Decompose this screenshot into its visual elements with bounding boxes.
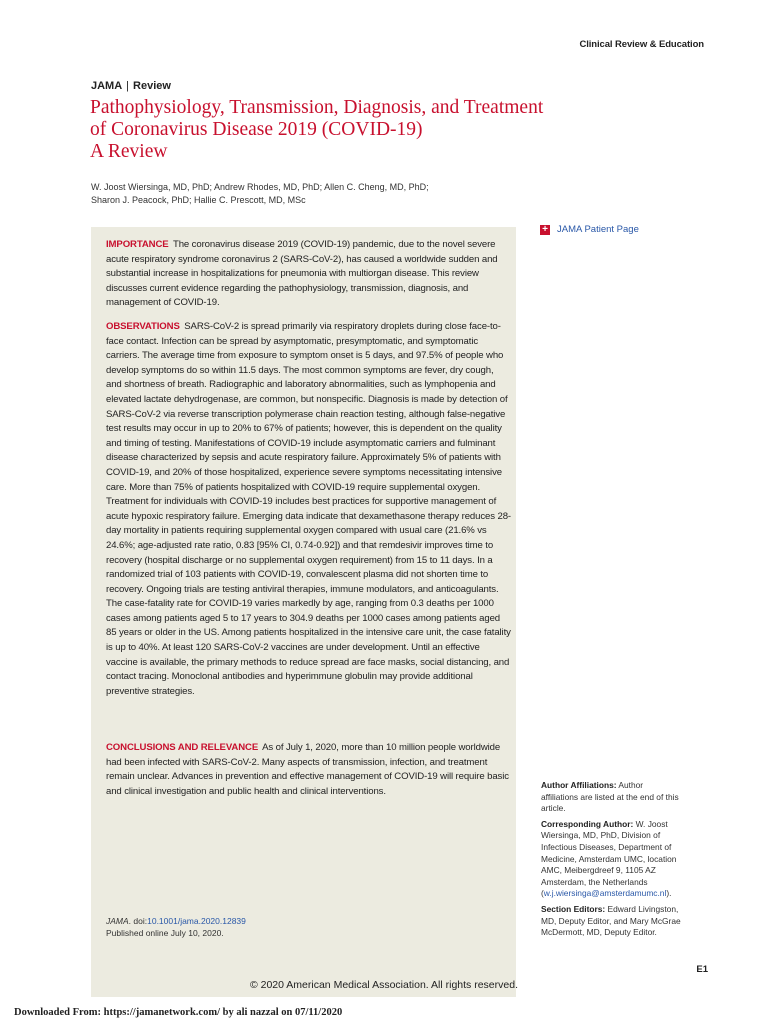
importance-text: The coronavirus disease 2019 (COVID-19) pandemic, due to the novel severe acute respiratory syndrome coronavirus 2 (SARS-CoV-2), has caused a worldwide sudden and substantial increase in hospitalizations for pneumonia with multiorgan disease. This review discusses current evidence regarding the pathophysiology, transmission, diagnosis, and management of COVID-19. bbox=[106, 239, 498, 309]
conclusions-heading: CONCLUSIONS AND RELEVANCE bbox=[106, 742, 259, 753]
plus-box-icon: + bbox=[540, 225, 550, 235]
copyright bbox=[91, 979, 516, 991]
corresponding-author bbox=[541, 819, 681, 900]
abstract-observations bbox=[106, 320, 511, 699]
article-sidebar bbox=[541, 780, 681, 943]
authors-line-2: Sharon J. Peacock, PhD; Hallie C. Prescott, MD, MSc bbox=[91, 195, 306, 205]
article-title bbox=[90, 97, 610, 163]
corresponding-email-link[interactable]: w.j.wiersinga@amsterdamumc.nl bbox=[543, 888, 667, 899]
conclusions-text: As of July 1, 2020, more than 10 million people worldwide had been infected with SARS-CoV-2. Many aspects of transmission, infection, and treatment remain unclear. Advances in prevention and effective management of COVID-19 will require basic and clinical investigation and public health and clinical interventions. bbox=[106, 742, 509, 797]
abstract-box bbox=[91, 227, 516, 997]
corresponding-close: ). bbox=[666, 888, 672, 899]
journal-name: JAMA bbox=[91, 80, 123, 92]
editors-heading: Section Editors: bbox=[541, 903, 606, 914]
title-line-1: Pathophysiology, Transmission, Diagnosis, and Treatment bbox=[90, 97, 544, 118]
importance-heading: IMPORTANCE bbox=[106, 239, 169, 250]
patient-page-link[interactable] bbox=[540, 224, 639, 235]
citation-doi-prefix: . doi: bbox=[128, 916, 148, 926]
article-type: Review bbox=[133, 80, 171, 92]
patient-page-label: JAMA Patient Page bbox=[557, 224, 639, 235]
section-header: Clinical Review & Education bbox=[579, 39, 704, 50]
citation-journal: JAMA bbox=[106, 916, 129, 926]
author-affiliations bbox=[541, 780, 681, 815]
observations-text: SARS-CoV-2 is spread primarily via respiratory droplets during close face-to-face contact. Infection can be spread by asymptomatic, presymptomatic, and symptomatic carriers. The average time from exposure to symptom onset is 5 days, and 97.5% of people who develop symptoms do so within 11.5 days. The most common symptoms are fever, dry cough, and shortness of breath. Radiographic and laboratory abnormalities, such as lymphopenia and elevated lactate dehydrogenase, are common, but nonspecific. Diagnosis is made by detection of SARS-CoV-2 via reverse transcription polymerase chain reaction testing, although false-negative test results may occur in up to 20% to 67% of patients; however, this is dependent on the quality and timing of testing. Manifestations of COVID-19 include asymptomatic carriers and fulminant disease characterized by sepsis and acute respiratory failure. Approximately 5% of patients with COVID-19, and 20% of those hospitalized, experience severe symptoms necessitating intensive care. More than 75% of patients hospitalized with COVID-19 require supplemental oxygen. Treatment for individuals with COVID-19 includes best practices for supportive management of acute hypoxic respiratory failure. Emerging data indicate that dexamethasone therapy reduces 28-day mortality in patients requiring supplemental oxygen compared with usual care (21.6% vs 24.6%; age-adjusted rate ratio, 0.83 [95% CI, 0.74-0.92]) and that remdesivir improves time to recovery (hospital discharge or no supplemental oxygen requirement) from 15 to 11 days. In a randomized trial of 103 patients with COVID-19, convalescent plasma did not shorten time to recovery. Ongoing trials are testing antiviral therapies, immune modulators, and anticoagulants. The case-fatality rate for COVID-19 varies markedly by age, ranging from 0.3 deaths per 1000 cases among patients aged 5 to 17 years to 304.9 deaths per 1000 cases among patients aged 85 years or older in the US. Among patients hospitalized in the intensive care unit, the case fatality is up to 40%. At least 120 SARS-CoV-2 vaccines are under development. Until an effective vaccine is available, the primary methods to reduce spread are face masks, social distancing, and contact tracing. Monoclonal antibodies and hyperimmune globulin may provide additional preventive strategies. bbox=[106, 321, 511, 697]
title-line-2: of Coronavirus Disease 2019 (COVID-19) bbox=[90, 119, 423, 140]
published-date: Published online July 10, 2020. bbox=[106, 928, 224, 938]
citation bbox=[106, 915, 246, 939]
observations-heading: OBSERVATIONS bbox=[106, 321, 180, 332]
page-number: E1 bbox=[696, 964, 708, 975]
copyright-text: © 2020 American Medical Association. All rights reserved. bbox=[249, 979, 518, 991]
abstract-importance bbox=[106, 238, 511, 311]
affiliations-heading: Author Affiliations: bbox=[541, 780, 617, 790]
abstract-conclusions bbox=[106, 741, 511, 799]
separator: | bbox=[126, 80, 130, 92]
title-subtitle: A Review bbox=[90, 141, 168, 162]
authors-line-1: W. Joost Wiersinga, MD, PhD; Andrew Rhodes, MD, PhD; Allen C. Cheng, MD, PhD; bbox=[91, 182, 429, 192]
editors-text: Edward Livingston, MD, Deputy Editor, and Mary McGrae McDermott, MD, Deputy Editor. bbox=[541, 903, 681, 938]
affiliations-text: Author affiliations are listed at the end of this article. bbox=[541, 780, 679, 814]
corresponding-text: W. Joost Wiersinga, MD, PhD, Division of Infectious Diseases, Department of Medicine, Amsterdam UMC, location AMC, Meibergdreef 9, 1105 AZ Amsterdam, the Netherlands ( bbox=[541, 818, 677, 899]
author-list bbox=[91, 181, 511, 207]
download-footer: Downloaded From: https://jamanetwork.com/ by ali nazzal on 07/11/2020 bbox=[14, 1007, 343, 1018]
journal-line bbox=[91, 80, 171, 92]
doi-link[interactable]: 10.1001/jama.2020.12839 bbox=[147, 916, 246, 926]
section-editors bbox=[541, 904, 681, 939]
corresponding-heading: Corresponding Author: bbox=[541, 818, 634, 829]
